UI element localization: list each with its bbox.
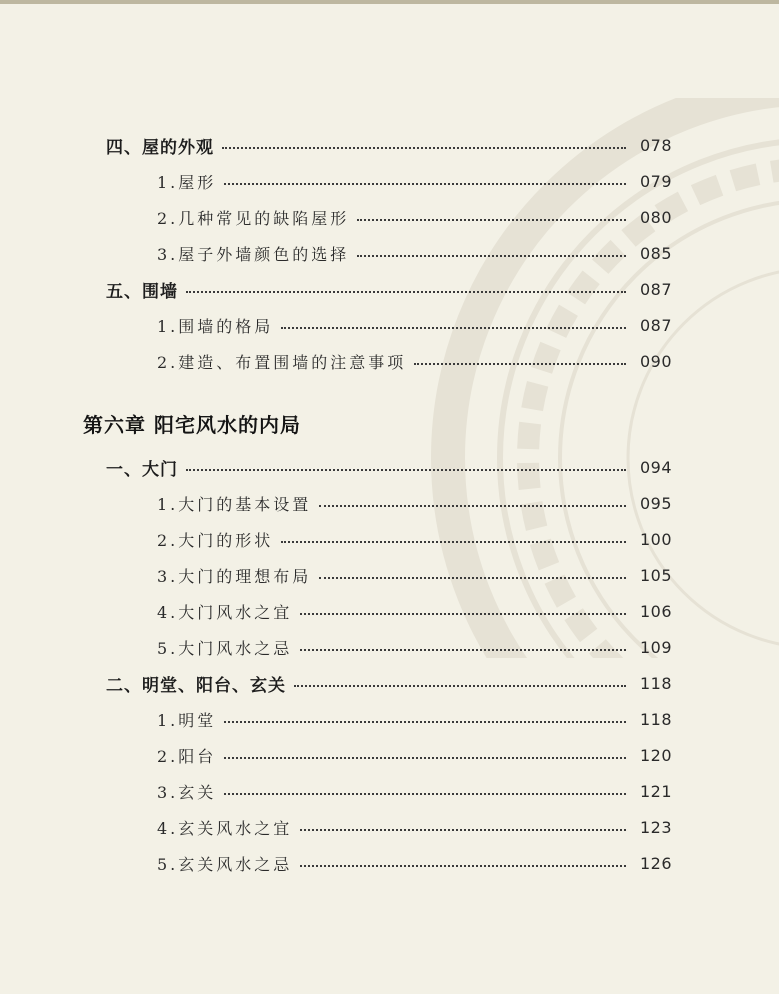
toc-entry-label: 5.大门风水之忌: [157, 638, 293, 658]
toc-page-number: 109: [639, 637, 672, 657]
toc-subsection-entry: [0, 632, 779, 662]
toc-page-number: 080: [639, 207, 672, 227]
toc-page-number: 087: [639, 315, 672, 335]
toc-entry-line: [0, 636, 672, 659]
toc-entry-line: [0, 528, 672, 551]
dot-leader: [319, 577, 626, 579]
toc-entry-line: [0, 350, 672, 373]
toc-entry-line: [0, 277, 672, 302]
toc-section-entry: [0, 668, 779, 698]
dot-leader: [300, 649, 626, 651]
toc-page-number: 106: [639, 601, 672, 621]
toc-entry-line: [0, 780, 672, 803]
toc-entry-line: [0, 133, 672, 158]
toc-subsection-entry: [0, 488, 779, 518]
toc-entry-line: [0, 852, 672, 875]
toc-entry-line: [0, 744, 672, 767]
toc-entry-line: [0, 671, 672, 696]
dot-leader: [224, 757, 626, 759]
toc-entry-label: 4.大门风水之宜: [157, 602, 293, 622]
toc-entry-label: 一、大门: [106, 459, 178, 480]
toc-entry-line: [0, 242, 672, 265]
toc-subsection-entry: [0, 596, 779, 626]
toc-subsection-entry: [0, 560, 779, 590]
toc-subsection-entry: [0, 238, 779, 268]
toc-entry-line: [0, 206, 672, 229]
toc-entry-label: 4.玄关风水之宜: [157, 818, 293, 838]
toc-entry-label: 二、明堂、阳台、玄关: [106, 675, 286, 696]
toc-entry-label: 五、围墙: [106, 281, 178, 302]
toc-entry-label: 2.阳台: [157, 746, 217, 766]
toc-entry-line: [0, 600, 672, 623]
toc-entry-label: 1.大门的基本设置: [157, 494, 312, 514]
dot-leader: [222, 147, 626, 149]
toc-page-number: 094: [639, 457, 672, 477]
dot-leader: [319, 505, 626, 507]
dot-leader: [186, 291, 626, 293]
toc-subsection-entry: [0, 310, 779, 340]
toc-page-number: 105: [639, 565, 672, 585]
toc-entry-label: 2.大门的形状: [157, 530, 274, 550]
toc-page-number: 085: [639, 243, 672, 263]
toc-entry-label: 3.屋子外墙颜色的选择: [157, 244, 350, 264]
chapter-title: 第六章 阳宅风水的内局: [83, 413, 301, 437]
dot-leader: [357, 219, 626, 221]
toc-entry-line: [0, 816, 672, 839]
toc-subsection-entry: [0, 848, 779, 878]
toc-page-number: 078: [639, 135, 672, 155]
toc-subsection-entry: [0, 524, 779, 554]
toc-page-number: 079: [639, 171, 672, 191]
toc-page-number: 118: [639, 673, 672, 693]
dot-leader: [224, 793, 626, 795]
dot-leader: [281, 327, 626, 329]
toc-entry-line: [0, 455, 672, 480]
toc-subsection-entry: [0, 776, 779, 806]
toc-page-number: 123: [639, 817, 672, 837]
toc-entry-label: 1.屋形: [157, 172, 217, 192]
toc-entry-label: 3.玄关: [157, 782, 217, 802]
toc-section-entry: [0, 452, 779, 482]
dot-leader: [300, 865, 626, 867]
toc-entry-label: 四、屋的外观: [106, 137, 214, 158]
toc-page-number: 087: [639, 279, 672, 299]
toc-entry-line: [0, 170, 672, 193]
toc-entry-label: 1.明堂: [157, 710, 217, 730]
dot-leader: [281, 541, 626, 543]
toc-subsection-entry: [0, 740, 779, 770]
toc-entry-line: [0, 564, 672, 587]
toc-section-entry: [0, 130, 779, 160]
dot-leader: [357, 255, 626, 257]
toc-page-number: 090: [639, 351, 672, 371]
dot-leader: [300, 613, 626, 615]
toc-entry-label: 1.围墙的格局: [157, 316, 274, 336]
toc-page-number: 126: [639, 853, 672, 873]
dot-leader: [224, 183, 626, 185]
toc-subsection-entry: [0, 202, 779, 232]
toc-subsection-entry: [0, 166, 779, 196]
toc-entry-label: 2.几种常见的缺陷屋形: [157, 208, 350, 228]
dot-leader: [224, 721, 626, 723]
toc-page-number: 118: [639, 709, 672, 729]
toc-entry-label: 5.玄关风水之忌: [157, 854, 293, 874]
toc-section-entry: [0, 274, 779, 304]
toc-page-number: 100: [639, 529, 672, 549]
toc-entry-label: 2.建造、布置围墙的注意事项: [157, 352, 407, 372]
dot-leader: [414, 363, 626, 365]
toc-subsection-entry: [0, 812, 779, 842]
toc-entry-line: [0, 708, 672, 731]
toc-entry-line: [0, 492, 672, 515]
toc-page-number: 120: [639, 745, 672, 765]
dot-leader: [186, 469, 626, 471]
dot-leader: [300, 829, 626, 831]
toc-entry-line: [0, 314, 672, 337]
dot-leader: [294, 685, 626, 687]
toc-subsection-entry: [0, 346, 779, 376]
toc-subsection-entry: [0, 704, 779, 734]
toc-entry-label: 3.大门的理想布局: [157, 566, 312, 586]
toc-page-number: 121: [639, 781, 672, 801]
toc-page-number: 095: [639, 493, 672, 513]
